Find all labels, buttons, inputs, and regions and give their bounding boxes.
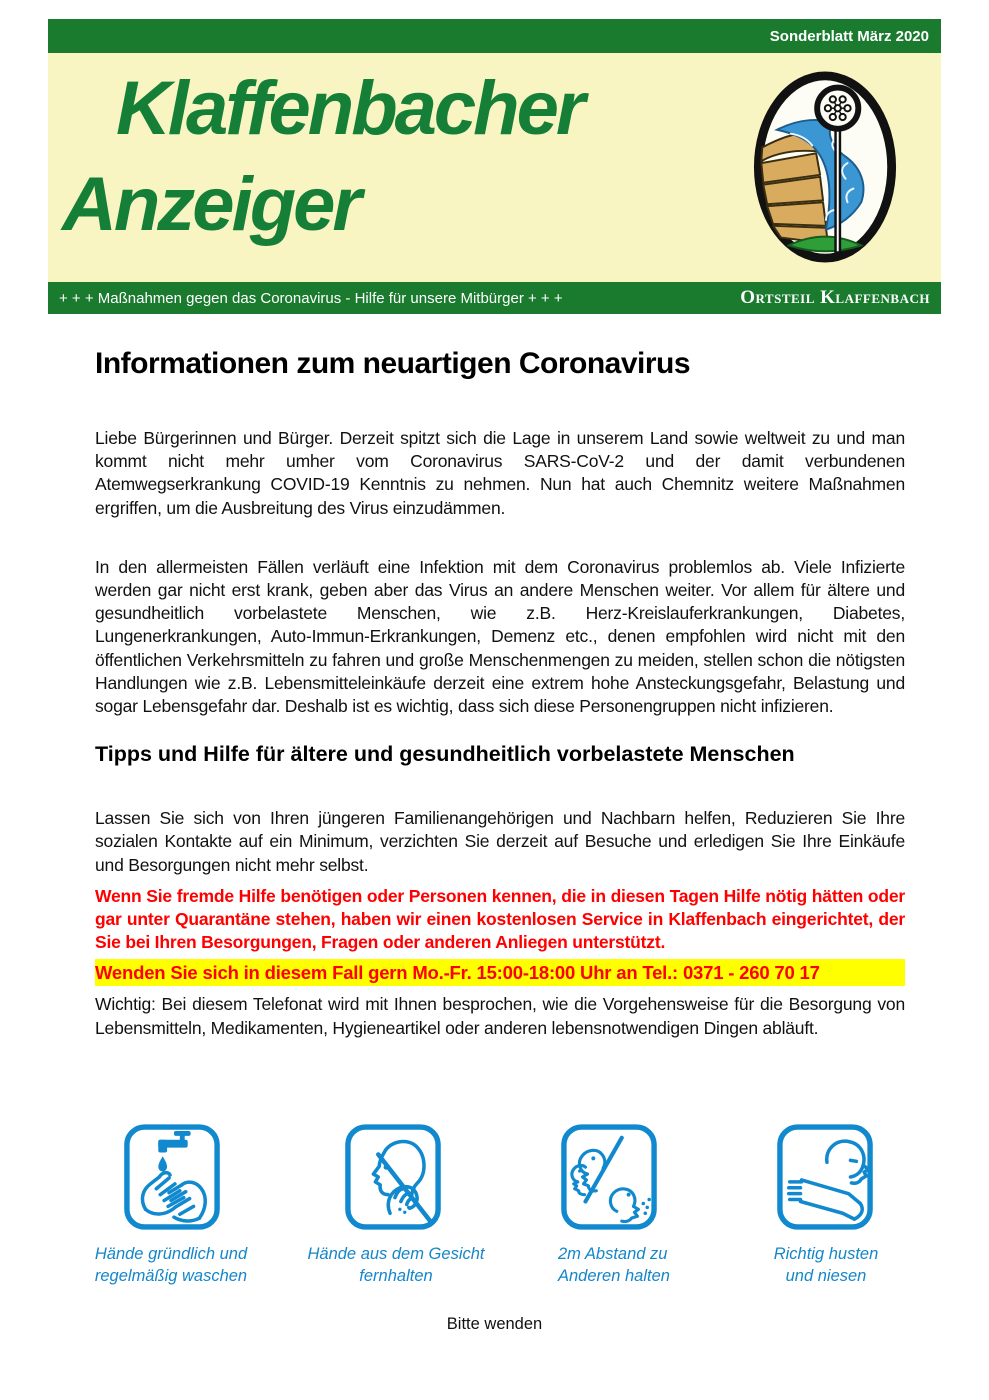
wash-hands-icon [123,1122,221,1232]
no-face-touching-pictogram [344,1122,442,1232]
caption-line: regelmäßig waschen [94,1267,248,1285]
klaffenbach-crest-icon [751,69,899,265]
coat-of-arms-logo [751,69,899,265]
caption-line: Hände aus dem Gesicht [307,1245,485,1263]
caption-line: 2m Abstand zu [558,1245,668,1263]
no-face-touching-icon [344,1122,442,1232]
wash-hands-pictogram [123,1122,221,1232]
caption-line: Hände gründlich und [94,1245,248,1263]
title-line-2: Anzeiger [62,162,359,247]
cough-into-elbow-pictogram [776,1122,874,1232]
cough-into-elbow-icon [776,1122,874,1232]
caption-wash-hands [71,1243,271,1287]
banner-district: Ortsteil Klaffenbach [740,287,930,308]
paragraph-intro: Liebe Bürgerinnen und Bürger. Derzeit spitzt sich die Lage in unserem Land sowie weltweit zu und man kommt nicht mehr umher vom Coronavirus SARS-CoV-2 und der damit verbundenen Atemwegserkrankung COVID-19 Kenntnis zu nehmen. Nun hat auch Chemnitz weitere Maßnahmen ergriffen, um die Ausbreitung des Virus einzudämmen. [95,428,905,518]
paragraph-tips: Lassen Sie sich von Ihren jüngeren Familienangehörigen und Nachbarn helfen, Reduzieren Sie Ihre sozialen Kontakte auf ein Minimum, verzichten Sie derzeit auf Besuche und erledigen Sie Ihre Einkäufe und Besorgungen nicht mehr selbst. [95,808,905,875]
tips-heading: Tipps und Hilfe für ältere und gesundheitlich vorbelastete Menschen [95,742,795,767]
caption-line: fernhalten [359,1267,433,1285]
article [95,347,905,1040]
caption-line: und niesen [785,1267,867,1285]
keep-distance-icon [560,1122,658,1232]
issue-bar [48,19,941,53]
banner-ticker: + + + Maßnahmen gegen das Coronavirus - Hilfe für unsere Mitbürger + + + [59,289,563,307]
paragraph-infection-info: In den allermeisten Fällen verläuft eine Infektion mit dem Coronavirus problemlos ab. Viele Infizierte werden gar nicht erst krank, geben aber das Virus an andere Menschen weiter. Vor allem für ältere und gesundheitlich vorbelastete Menschen, wie z.B. Herz-Kreislauferkrankungen, Diabetes, Lungenerkrankungen, Auto-Immun-Erkrankungen, Demenz etc., denen empfohlen wird nicht mit den öffentlichen Verkehrsmitteln zu fahren und große Menschenmengen zu meiden, stellen schon die nötigsten Handlungen wie z.B. Lebensmitteleinkäufe derzeit eine extrem hohe Ansteckungsgefahr, Belastung und sogar Lebensgefahr dar. Deshalb ist es wichtig, dass sich diese Personengruppen nicht infizieren. [95,556,905,717]
turn-over-note: Bitte wenden [446,1315,543,1333]
paragraph-hotline-note: Wichtig: Bei diesem Telefonat wird mit Ihnen besprochen, wie die Vorgehensweise für die Besorgung von Lebensmitteln, Medikamenten, Hygieneartikel oder anderen lebensnotwendigen Dingen abläuft. [95,994,905,1038]
newsletter-title [62,61,582,253]
keep-distance-pictogram [560,1122,658,1232]
masthead [48,53,941,282]
caption-cough-into-elbow [726,1243,926,1287]
caption-no-face-touching [296,1243,496,1287]
caption-line: Anderen halten [558,1267,670,1285]
issue-label: Sonderblatt März 2020 [769,27,929,45]
caption-line: Richtig husten [773,1245,879,1263]
paragraph-help-offer: Wenn Sie fremde Hilfe benötigen oder Personen kennen, die in diesen Tagen Hilfe nötig hätten oder gar unter Quarantäne stehen, haben wir einen kostenlosen Service in Klaffenbach eingerichtet, der Sie bei Ihren Besorgungen, Fragen oder anderen Anliegen unterstützt. [95,885,905,953]
title-line-1: Klaffenbacher [116,66,583,151]
hotline-highlight: Wenden Sie sich in diesem Fall gern Mo.-Fr. 15:00-18:00 Uhr an Tel.: 0371 - 260 70 17 [95,959,905,986]
topic-banner [48,282,941,314]
article-title: Informationen zum neuartigen Coronavirus [95,347,691,380]
